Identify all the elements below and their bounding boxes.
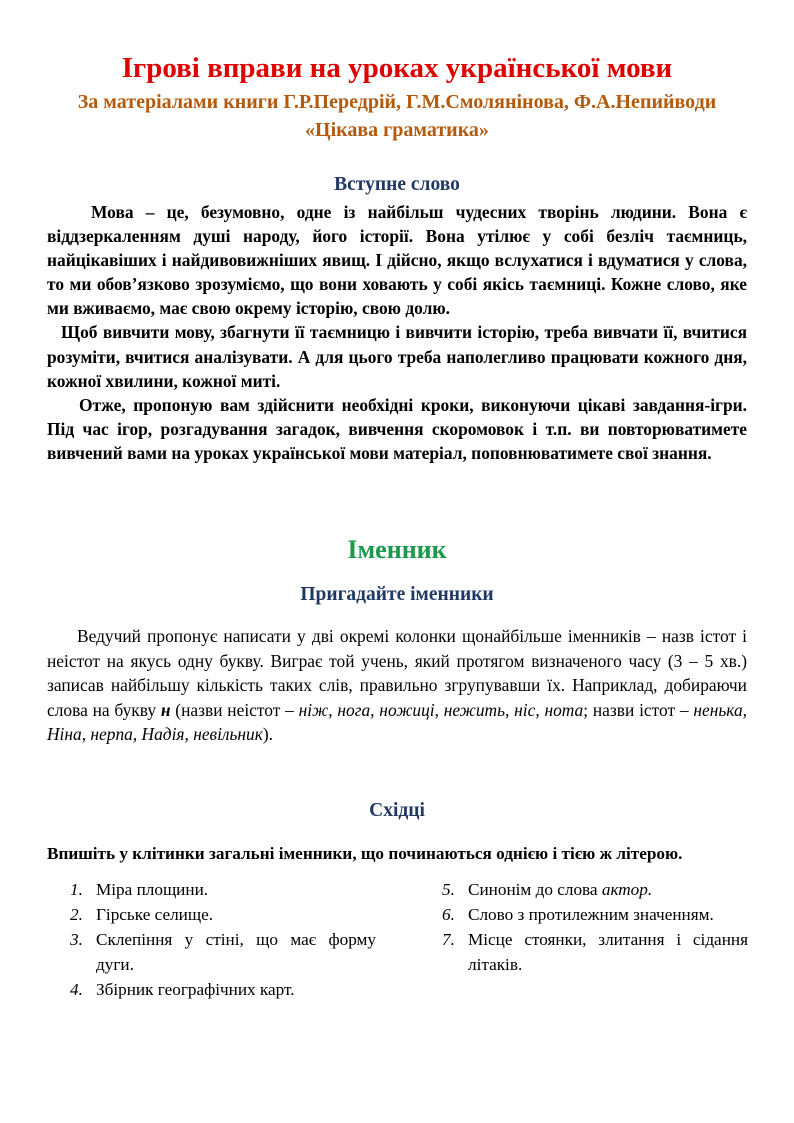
source-line: За матеріалами книги Г.Р.Передрій, Г.М.Смолянінова, Ф.А.Непийводи [77,91,717,113]
clue-number: 6. [442,905,455,924]
stairs-heading: Східці [369,800,425,821]
intro-text [47,200,747,465]
noun-section-heading: Іменник [347,535,447,564]
clue-text: Слово з протилежним значенням. [468,905,714,924]
clue-list-left [66,877,376,1002]
clue-number: 4. [70,980,83,999]
clue-number: 2. [70,905,83,924]
example-letter: н [160,699,171,720]
clue-item [438,877,748,902]
clue-item [66,902,376,927]
clue-text: Міра площини. [96,880,209,899]
intro-paragraph: Мова – це, безумовно, одне із найбільш чудесних творінь людини. Вона є віддзеркаленням душі народу, його історії. Вона утілює у собі безліч таємниць, найцікавіших і найдивовижніших явищ. І дійсно, якщо вслухатися і вдуматися у слова, то ми обов’язково зрозуміємо, що вони ховають у собі якісь таємниці. Кожне слово, яке ми вживаємо, має свою окрему історію, свою долю. [47,202,747,319]
clue-text: Місце стоянки, злитання і сідання літаків. [468,930,748,974]
intro-heading: Вступне слово [334,174,460,195]
recall-nouns-heading: Пригадайте іменники [300,584,494,605]
clue-item [66,877,376,902]
clue-list-right [438,877,748,977]
clue-item [438,927,748,977]
clue-text: Гірське селище. [96,905,214,924]
recall-text-part: Ведучий пропонує написати у дві окремі колонки щонайбільше іменників – назв істот і неістот на якусь одну букву. Виграє той учень, який протягом визначеного часу (3 – 5 хв.) записав найбільшу кількість таких слів, правильно згрупувавши їх. Наприклад, добираючи слова на букву [47,626,747,720]
document-title: Ігрові вправи на уроках української мови [121,52,673,84]
clue-number: 5. [442,880,455,899]
recall-text-part: ). [262,724,274,744]
clue-item [438,902,748,927]
clue-number: 1. [70,880,83,899]
intro-paragraph: Отже, пропоную вам здійснити необхідні кроки, виконуючи цікаві завдання-ігри. Під час ігор, розгадування загадок, вивчення скоромовок і т.п. ви повторюватимете вивчений вами на уроках української мови матеріал, поповнюватимете свої знання. [47,394,747,463]
book-title: «Цікава граматика» [305,119,489,141]
recall-text-part: ; назви істот – [583,699,694,720]
clue-text: Збірник географічних карт. [96,980,295,999]
clue-text: Склепіння у стіні, що має форму дуги. [96,930,376,974]
clue-item [66,927,376,977]
inanimate-examples: ніж, нога, ножиці, нежить, ніс, нота [298,699,584,720]
stairs-instruction: Впишіть у клітинки загальні іменники, що починаються однією і тією ж літерою. [47,844,683,863]
recall-nouns-text [47,624,747,747]
recall-text-part: (назви неістот – [170,699,299,720]
clue-item [66,977,376,1002]
animate-examples: ненька, Ніна, нерпа, Надія, невільник [47,699,747,744]
clue-italic-word: актор. [601,880,653,899]
clue-number: 3. [70,930,83,949]
clue-number: 7. [442,930,455,949]
clue-text: Синонім до слова [468,880,602,899]
intro-paragraph: Щоб вивчити мову, збагнути її таємницю і вивчити історію, треба вивчати її, вчитися розуміти, вчитися аналізувати. А для цього треба наполегливо працювати кожного дня, кожної хвилини, кожної миті. [47,322,747,391]
